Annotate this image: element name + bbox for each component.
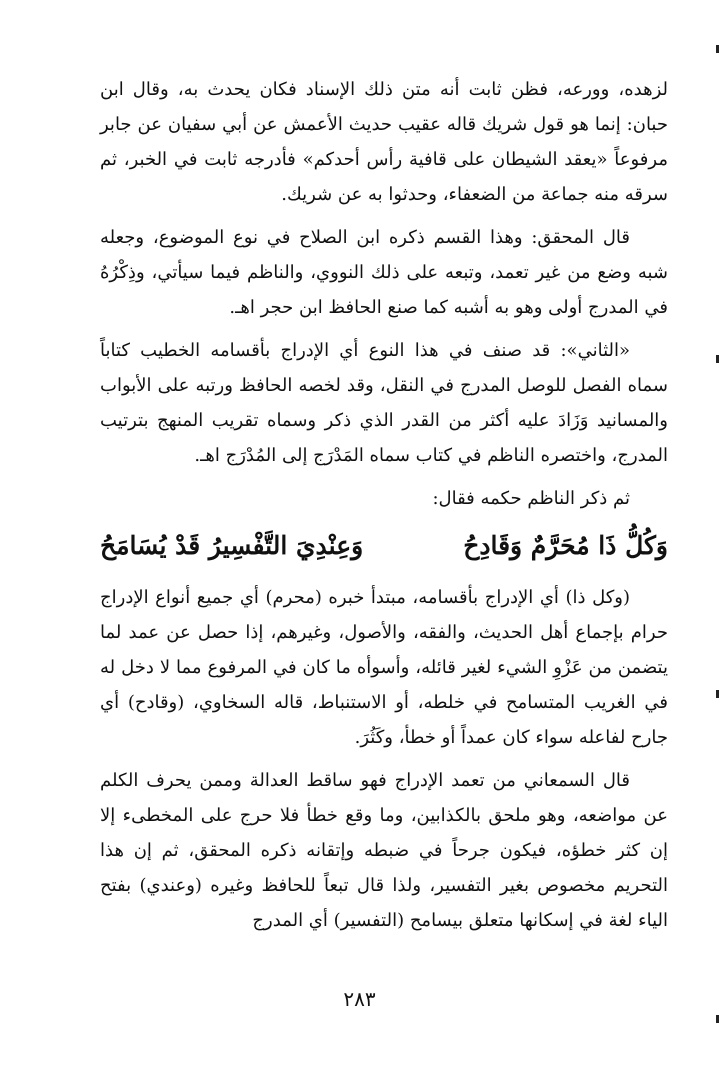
page-number: ٢٨٣ [343,987,376,1011]
page-body [100,72,668,946]
paragraph-muhaqqiq: قال المحقق: وهذا القسم ذكره ابن الصلاح في نوع الموضوع، وجعله شبه وضع من غير تعمد، وتبعه على ذلك النووي، والناظم فيما سيأتي، وذِكْرُهُ في المدرج أولى وهو به أشبه كما صنع الحافظ ابن حجر اهـ. [100,227,668,318]
paragraph-ibn-hibban: لزهده، وورعه، فظن ثابت أنه متن ذلك الإسناد فكان يحدث به، وقال ابن حبان: إنما هو قول شريك قاله عقيب حديث الأعمش عن أبي سفيان عن جابر مرفوعاً «يعقد الشيطان على قافية رأس أحدكم» فأدرجه ثابت في الخبر، ثم سرقه منه جماعة من الضعفاء، وحدثوا به عن شريك. [100,79,668,205]
verse-second-hemistich: وَعِنْدِيَ التَّفْسِيرُ قَدْ يُسَامَحُ [100,531,364,560]
paragraph-intro-verse: ثم ذكر الناظم حكمه فقال: [432,488,630,509]
verse-line [100,524,668,568]
paragraph-al-thani: «الثاني»: قد صنف في هذا النوع أي الإدراج بأقسامه الخطيب كتاباً سماه الفصل للوصل المدرج في النقل، وقد لخصه الحافظ ورتبه على الأبواب والمسانيد وَزَادَ عليه أكثر من القدر الذي ذكر وسماه تقريب المنهج بترتيب المدرج، واختصره الناظم في كتاب سماه المَدْرَج إلى المُدْرَج اهـ. [100,340,668,466]
verse-first-hemistich: وَكُلُّ ذَا مُحَرَّمٌ وَقَادِحُ [463,531,668,560]
paragraph-commentary-1: (وكل ذا) أي الإدراج بأقسامه، مبتدأ خبره (محرم) أي جميع أنواع الإدراج حرام بإجماع أهل الحديث، والفقه، والأصول، وغيرهم، إذا حصل عن عمد لما يتضمن من عَزْوِ الشيء لغير قائله، وأسوأه ما كان في المرفوع مما لا دخل له في الغريب المتسامح في خلطه، أو الاستنباط، قاله السخاوي، (وقادح) أي جارح لفاعله سواء كان عمداً أو خطأ، وكَثُرَ. [100,587,668,748]
paragraph-commentary-2: قال السمعاني من تعمد الإدراج فهو ساقط العدالة وممن يحرف الكلم عن مواضعه، وهو ملحق بالكذابين، وما وقع خطأ فلا حرج على المخطىء إلا إن كثر خطؤه، فيكون جرحاً في ضبطه وإتقانه ذكره المحقق، ثم إن هذا التحريم مخصوص بغير التفسير، ولذا قال تبعاً للحافظ وغيره (وعندي) بفتح الياء لغة في إسكانها متعلق بيسامح (التفسير) أي المدرج [100,770,668,931]
